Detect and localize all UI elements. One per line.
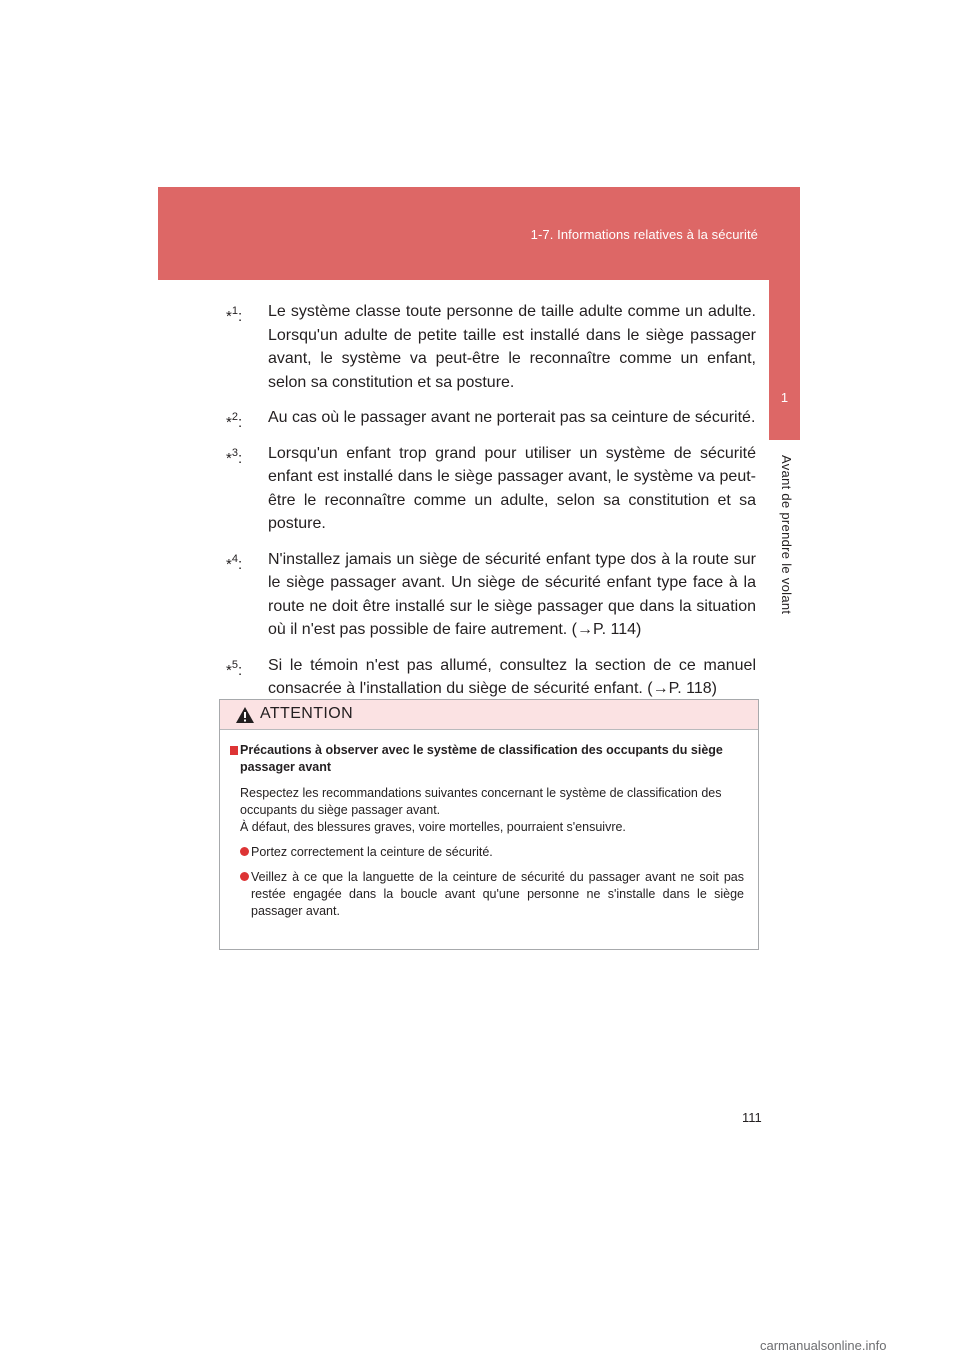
footnote-marker: *$^4$:	[226, 552, 243, 573]
chapter-label: Avant de prendre le volant	[779, 455, 794, 615]
chapter-number: 1	[780, 390, 789, 405]
footnote-item	[226, 548, 756, 642]
caution-box	[219, 699, 759, 950]
page-number: 111	[742, 1110, 762, 1125]
footnote-marker: *$^1$:	[226, 305, 243, 325]
round-bullet-icon	[240, 847, 249, 856]
warning-triangle-icon	[235, 706, 255, 724]
footnote-text: Si le témoin n'est pas allumé, consultez la section de ce manuel consacrée à l'installation du siège de sécurité enfant. (→P. 118)	[268, 656, 756, 697]
square-bullet-icon	[230, 746, 238, 755]
footnote-text: Au cas où le passager avant ne porterait pas sa ceinture de sécurité.	[268, 409, 756, 426]
section-title: 1-7. Informations relatives à la sécurité	[530, 227, 758, 242]
footnotes-list	[226, 300, 756, 713]
caution-bullet: Portez correctement la ceinture de sécurité.	[240, 844, 744, 861]
footnote-text: N'installez jamais un siège de sécurité enfant type dos à la route sur le siège passager avant. Un siège de sécurité enfant type face à la route ne doit être installé sur le siège passager que dans la situation où il n'est pas possible de faire autrement. (→P. 114)	[268, 550, 756, 638]
caution-bullet: Veillez à ce que la languette de la ceinture de sécurité du passager avant ne soit pas restée engagée dans la boucle avant qu'une personne ne s'installe dans le siège passager avant.	[240, 869, 744, 920]
footnote-text: Lorsqu'un enfant trop grand pour utiliser un système de sécurité enfant est installé dans le siège passager avant, le système va peut-être le reconnaître comme un adulte, selon sa constitution et sa posture.	[268, 444, 756, 532]
caution-heading: Précautions à observer avec le système de classification des occupants du siège passager avant	[230, 742, 744, 776]
footnote-marker: *$^2$:	[226, 411, 243, 431]
footnote-item	[226, 300, 756, 394]
round-bullet-icon	[240, 872, 249, 881]
footnote-item	[226, 654, 756, 701]
footnote-item	[226, 442, 756, 536]
watermark: carmanualsonline.info	[760, 1338, 887, 1353]
section-header-band	[158, 187, 800, 280]
footnote-marker: *$^3$:	[226, 446, 243, 467]
caution-paragraph: Respectez les recommandations suivantes concernant le système de classification des occupants du siège passager avant. À défaut, des blessures graves, voire mortelles, pourraient s'ensuivre.	[240, 786, 722, 834]
caution-title: ATTENTION	[260, 705, 354, 722]
caution-body	[220, 730, 758, 920]
caution-header	[220, 700, 758, 730]
footnote-item	[226, 406, 756, 430]
chapter-tab	[769, 280, 800, 440]
footnote-text: Le système classe toute personne de taille adulte comme un adulte. Lorsqu'un adulte de petite taille est installé dans le siège passager avant, le système va peut-être le reconnaître comme un enfant, selon sa constitution et sa posture.	[268, 303, 756, 391]
footnote-marker: *$^5$:	[226, 658, 243, 679]
